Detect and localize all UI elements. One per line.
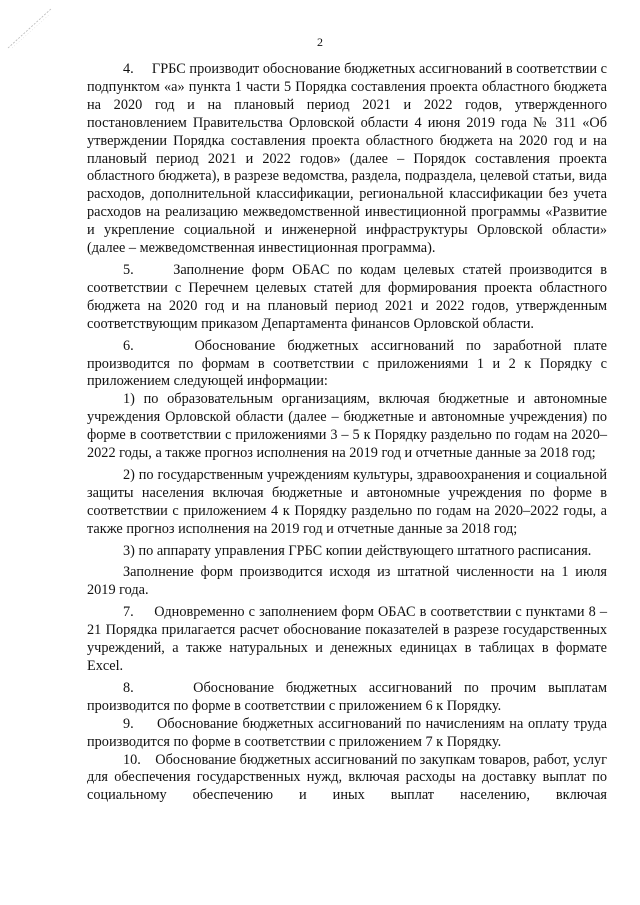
paragraph-5: 5. Заполнение форм ОБАС по кодам целевых статей производится в соответствии с Перечнем целевых статей для формирования проекта областного бюджета на 2020 год и на плановый период 2021 и 2022 годов, утвержденным соответствующим приказом Департамента финансов Орловской области. [87,261,607,332]
paragraph-6-item-3: 3) по аппарату управления ГРБС копии действующего штатного расписания. [123,542,592,559]
paragraph-10: 10. Обоснование бюджетных ассигнований по закупкам товаров, работ, услуг для обеспечения государственных нужд, включая расходы на доставку выплат по социальному обеспечению и иных выплат населению, включая [87,751,607,804]
paragraph-4: 4. ГРБС производит обоснование бюджетных ассигнований в соответствии с подпунктом «а» пункта 1 части 5 Порядка составления проекта областного бюджета на 2020 год и на плановый период 2021 и 2022 годов, утвержденного постановлением Правительства Орловской области 4 июня 2019 года № 311 «Об утверждении Порядка составления проекта областного бюджета на 2020 год и на плановый период 2021 и 2022 годов» (далее – Порядок составления проекта областного бюджета), в разрезе ведомства, раздела, подраздела, целевой статьи, вида расходов, дополнительной классификации, региональной классификации без учета расходов на реализацию межведомственной инвестиционной программы «Развитие и укрепление социальной и инженерной инфраструктуры Орловской области» (далее – межведомственная инвестиционная программа). [87,61,607,257]
page-number: 2 [317,35,323,49]
paragraph-6-item-2: 2) по государственным учреждениям культуры, здравоохранения и социальной защиты населения включая бюджетные и автономные учреждения по форме в соответствии с приложением 4 к Порядку раздельно по годам на 2020–2022 годы, а также прогноз исполнения на 2019 год и отчетные данные за 2018 год; [87,466,607,537]
paragraph-9: 9. Обоснование бюджетных ассигнований по начислениям на оплату труда производится по форме в соответствии с приложением 7 к Порядку. [87,715,607,750]
paragraph-staff-count: Заполнение форм производится исходя из штатной численности на 1 июля 2019 года. [87,564,607,599]
paragraph-7: 7. Одновременно с заполнением форм ОБАС в соответствии с пунктами 8 – 21 Порядка прилагается расчет обоснование показателей в разрезе государственных учреждений, а также натуральных и денежных единицах в таблицах в формате Excel. [87,604,607,674]
paragraph-6-item-1: 1) по образовательным организациям, включая бюджетные и автономные учреждения Орловской области (далее – бюджетные и автономные учреждения) по форме в соответствии с приложениями 3 – 5 к Порядку раздельно по годам на 2020–2022 годы, а также прогноз исполнения на 2019 год и отчетные данные за 2018 год; [87,391,607,462]
paragraph-8: 8. Обоснование бюджетных ассигнований по прочим выплатам производится по форме в соответствии с приложением 6 к Порядку. [87,679,607,714]
document-body [87,61,607,805]
paragraph-6: 6. Обоснование бюджетных ассигнований по заработной плате производится по формам в соответствии с приложениями 1 и 2 к Порядку с приложением следующей информации: [87,337,607,390]
